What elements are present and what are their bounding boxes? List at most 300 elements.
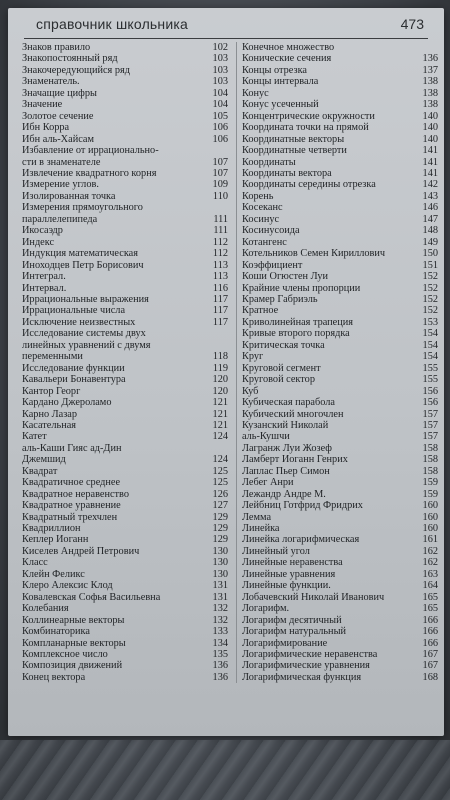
- index-entry: [242, 443, 438, 454]
- index-entry: [242, 569, 438, 580]
- index-page-ref: 140: [422, 133, 438, 145]
- index-entry: [242, 397, 438, 408]
- index-entry: [22, 260, 228, 271]
- index-term: Изолированная точка: [22, 190, 116, 202]
- index-term: Интеграл.: [22, 271, 66, 283]
- index-term: Знаков правило: [22, 42, 91, 53]
- index-page-ref: 107: [212, 156, 228, 168]
- index-page-ref: 147: [422, 213, 438, 225]
- index-entry: [242, 660, 438, 671]
- index-page-ref: 129: [212, 511, 228, 523]
- index-term: Круговой сектор: [242, 374, 315, 386]
- index-term: Колебания: [22, 603, 69, 615]
- index-page-ref: 150: [422, 248, 438, 260]
- index-entry: [242, 534, 438, 545]
- index-term: Коллинеарные векторы: [22, 614, 125, 626]
- index-entry: [22, 328, 228, 339]
- index-term: Измерения прямоугольного: [22, 202, 143, 214]
- index-entry: [22, 134, 228, 145]
- index-term: Косеканс: [242, 202, 283, 214]
- index-entry: [242, 202, 438, 213]
- index-entry: [242, 374, 438, 385]
- index-term: Композиция движений: [22, 660, 123, 672]
- index-page-ref: 141: [422, 156, 438, 168]
- index-page-ref: 152: [422, 305, 438, 317]
- index-term: Ибн Корра: [22, 122, 70, 134]
- index-entry: [242, 546, 438, 557]
- index-page-ref: 104: [212, 99, 228, 111]
- index-term: Координатные четверти: [242, 145, 347, 157]
- index-page-ref: 167: [422, 660, 438, 672]
- index-entry: [22, 592, 228, 603]
- index-term: Кубический многочлен: [242, 408, 344, 420]
- index-page-ref: 166: [422, 626, 438, 638]
- index-term: Кантор Георг: [22, 385, 81, 397]
- index-page-ref: 113: [212, 259, 228, 271]
- index-page-ref: 149: [422, 236, 438, 248]
- index-page-ref: 120: [212, 374, 228, 386]
- index-page-ref: 158: [422, 442, 438, 454]
- index-page-ref: 136: [212, 671, 228, 683]
- index-entry: [22, 340, 228, 351]
- index-page-ref: 161: [422, 534, 438, 546]
- index-term: Индекс: [22, 236, 55, 248]
- index-term: Касательная: [22, 419, 77, 431]
- index-page-ref: 121: [212, 408, 228, 420]
- index-page-ref: 155: [422, 362, 438, 374]
- index-entry: [22, 477, 228, 488]
- index-term: Комбинаторика: [22, 626, 90, 638]
- index-entry: [242, 557, 438, 568]
- index-page-ref: 157: [422, 419, 438, 431]
- index-term: Знакопостоянный ряд: [22, 53, 118, 65]
- index-page-ref: 142: [422, 179, 438, 191]
- index-entry: [242, 672, 438, 683]
- index-page-ref: 156: [422, 397, 438, 409]
- index-page-ref: 103: [212, 76, 228, 88]
- index-term: Конус: [242, 87, 269, 99]
- index-entry: [22, 649, 228, 660]
- index-page-ref: 154: [422, 339, 438, 351]
- index-entry: [22, 557, 228, 568]
- index-term: Лебег Анри: [242, 477, 294, 489]
- index-entry: [22, 615, 228, 626]
- index-page-ref: 158: [422, 465, 438, 477]
- index-entry: [242, 179, 438, 190]
- index-term: Концы отрезка: [242, 64, 307, 76]
- index-page-ref: 166: [422, 637, 438, 649]
- index-page-ref: 138: [422, 87, 438, 99]
- index-term: Иррациональные числа: [22, 305, 126, 317]
- index-page-ref: 111: [213, 225, 228, 237]
- index-entry: [242, 65, 438, 76]
- index-entry: [242, 168, 438, 179]
- index-term: Линейный угол: [242, 545, 310, 557]
- index-term: Знаменатель.: [22, 76, 80, 88]
- index-page-ref: 157: [422, 408, 438, 420]
- index-term: Квадратный трехчлен: [22, 511, 118, 523]
- index-page-ref: 140: [422, 122, 438, 134]
- index-entry: [22, 111, 228, 122]
- index-term: Линейные уравнения: [242, 568, 336, 580]
- index-entry: [242, 363, 438, 374]
- index-term: Кубическая парабола: [242, 397, 335, 409]
- index-page-ref: 102: [212, 42, 228, 53]
- index-entry: [22, 248, 228, 259]
- index-term: Логарифм.: [242, 603, 290, 615]
- index-page-ref: 121: [212, 397, 228, 409]
- index-term: Квадратичное среднее: [22, 477, 121, 489]
- index-entry: [242, 466, 438, 477]
- index-entry: [242, 592, 438, 603]
- index-term: Логарифмические уравнения: [242, 660, 370, 672]
- index-page-ref: 141: [422, 145, 438, 157]
- index-page-ref: 164: [422, 580, 438, 592]
- index-page-ref: 152: [422, 293, 438, 305]
- index-entry: [242, 42, 438, 53]
- index-entry: [242, 638, 438, 649]
- index-column-left: [22, 42, 228, 683]
- index-entry: [22, 237, 228, 248]
- index-entry: [22, 202, 228, 213]
- index-page-ref: 105: [212, 110, 228, 122]
- index-entry: [242, 157, 438, 168]
- index-page-ref: 119: [212, 362, 228, 374]
- index-entry: [242, 237, 438, 248]
- index-page-ref: 152: [422, 282, 438, 294]
- index-page-ref: 124: [212, 431, 228, 443]
- index-term: Конец вектора: [22, 671, 86, 683]
- index-page-ref: 136: [422, 53, 438, 65]
- index-page-ref: 117: [212, 305, 228, 317]
- index-page-ref: 109: [212, 179, 228, 191]
- index-entry: [22, 168, 228, 179]
- index-term: Киселев Андрей Петрович: [22, 545, 140, 557]
- index-term: Икосаэдр: [22, 225, 63, 237]
- index-page-ref: 104: [212, 87, 228, 99]
- index-entry: [22, 53, 228, 64]
- index-term: Карно Лазар: [22, 408, 78, 420]
- index-entry: [22, 42, 228, 53]
- index-entry: [22, 191, 228, 202]
- index-term: Логарифм десятичный: [242, 614, 342, 626]
- index-page-ref: 132: [212, 614, 228, 626]
- index-entry: [22, 603, 228, 614]
- index-entry: [242, 260, 438, 271]
- index-page-ref: 125: [212, 477, 228, 489]
- index-page-ref: 110: [212, 190, 228, 202]
- index-entry: [242, 580, 438, 591]
- index-entry: [242, 305, 438, 316]
- index-term: Концы интервала: [242, 76, 319, 88]
- index-entry: [242, 431, 438, 442]
- index-term: Комплексное число: [22, 649, 108, 661]
- index-entry: [22, 283, 228, 294]
- index-term: Лаплас Пьер Симон: [242, 465, 330, 477]
- index-term: Квадриллион: [22, 523, 81, 535]
- index-entry: [242, 477, 438, 488]
- index-term: Круг: [242, 351, 264, 363]
- index-entry: [242, 122, 438, 133]
- index-term: Клейн Феликс: [22, 568, 85, 580]
- index-term: Исследование функции: [22, 362, 125, 374]
- index-page-ref: 127: [212, 500, 228, 512]
- index-entry: [22, 397, 228, 408]
- index-entry: [22, 500, 228, 511]
- index-term: Коши Огюстен Луи: [242, 271, 328, 283]
- index-term: Исследование системы двух: [22, 328, 146, 340]
- index-term: Косинусоида: [242, 225, 300, 237]
- index-term: Измерение углов.: [22, 179, 99, 191]
- index-term: Исключение неизвестных: [22, 316, 136, 328]
- index-term: Координаты: [242, 156, 296, 168]
- index-term: Крамер Габриэль: [242, 293, 318, 305]
- index-entry: [22, 466, 228, 477]
- index-page-ref: 118: [212, 351, 228, 363]
- index-page-ref: 138: [422, 99, 438, 111]
- index-entry: [242, 340, 438, 351]
- index-column-right: [242, 42, 438, 683]
- index-page-ref: 159: [422, 477, 438, 489]
- index-term: Джемшид: [22, 454, 66, 466]
- index-term: Избавление от иррационально-: [22, 145, 159, 157]
- index-entry: [242, 328, 438, 339]
- index-entry: [22, 443, 228, 454]
- index-entry: [242, 191, 438, 202]
- index-term: параллелепипеда: [22, 213, 98, 225]
- index-term: Крайние члены пропорции: [242, 282, 361, 294]
- index-entry: [22, 638, 228, 649]
- index-page-ref: 157: [422, 431, 438, 443]
- index-page-ref: 136: [212, 660, 228, 672]
- index-term: Корень: [242, 190, 274, 202]
- index-entry: [242, 145, 438, 156]
- index-term: Иноходцев Петр Борисович: [22, 259, 144, 271]
- index-term: Ибн аль-Хайсам: [22, 133, 94, 145]
- index-entry: [22, 660, 228, 671]
- index-page-ref: 151: [422, 259, 438, 271]
- index-entry: [22, 523, 228, 534]
- index-term: Криволинейная трапеция: [242, 316, 354, 328]
- index-page-ref: 140: [422, 110, 438, 122]
- index-page-ref: 156: [422, 385, 438, 397]
- index-page-ref: 163: [422, 568, 438, 580]
- index-entry: [22, 351, 228, 362]
- index-entry: [242, 500, 438, 511]
- index-page-ref: 125: [212, 465, 228, 477]
- index-term: Извлечение квадратного корня: [22, 167, 157, 179]
- index-term: Кузанский Николай: [242, 419, 329, 431]
- index-page-ref: 154: [422, 351, 438, 363]
- index-page-ref: 111: [213, 213, 228, 225]
- index-term: Линейные неравенства: [242, 557, 343, 569]
- index-term: Кривые второго порядка: [242, 328, 350, 340]
- index-page-ref: 141: [422, 167, 438, 179]
- index-entry: [242, 409, 438, 420]
- index-term: Ламберт Иоганн Генрих: [242, 454, 348, 466]
- index-term: Лагранж Луи Жозеф: [242, 442, 332, 454]
- index-page-ref: 137: [422, 64, 438, 76]
- index-page-ref: 129: [212, 523, 228, 535]
- index-entry: [242, 615, 438, 626]
- index-page-ref: 154: [422, 328, 438, 340]
- index-term: Координаты вектора: [242, 167, 332, 179]
- index-entry: [242, 523, 438, 534]
- index-term: Иррациональные выражения: [22, 293, 149, 305]
- index-term: Координата точки на прямой: [242, 122, 369, 134]
- index-entry: [22, 294, 228, 305]
- index-entry: [22, 489, 228, 500]
- index-entry: [22, 454, 228, 465]
- index-term: Кавальери Бонавентура: [22, 374, 126, 386]
- index-entry: [242, 351, 438, 362]
- index-term: Котельников Семен Кириллович: [242, 248, 386, 260]
- index-entry: [22, 363, 228, 374]
- index-page-ref: 146: [422, 202, 438, 214]
- index-term: Лежандр Андре М.: [242, 488, 326, 500]
- index-entry: [242, 603, 438, 614]
- index-entry: [22, 386, 228, 397]
- index-page-ref: 130: [212, 568, 228, 580]
- index-entry: [242, 248, 438, 259]
- index-page-ref: 103: [212, 64, 228, 76]
- index-page-ref: 131: [212, 580, 228, 592]
- index-entry: [22, 569, 228, 580]
- index-term: Координатные векторы: [242, 133, 345, 145]
- index-page-ref: 120: [212, 385, 228, 397]
- index-term: Лемма: [242, 511, 272, 523]
- index-term: Круговой сегмент: [242, 362, 321, 374]
- index-entry: [22, 546, 228, 557]
- index-entry: [22, 534, 228, 545]
- index-entry: [22, 157, 228, 168]
- index-term: Линейные функции.: [242, 580, 331, 592]
- index-entry: [242, 283, 438, 294]
- fabric-background: [0, 740, 450, 800]
- index-term: Лейбниц Готфрид Фридрих: [242, 500, 363, 512]
- index-term: Индукция математическая: [22, 248, 138, 260]
- index-term: Кеплер Иоганн: [22, 534, 89, 546]
- index-page-ref: 152: [422, 271, 438, 283]
- index-entry: [242, 53, 438, 64]
- index-term: Клеро Алексис Клод: [22, 580, 113, 592]
- index-entry: [22, 145, 228, 156]
- index-term: Логарифмические неравенства: [242, 649, 378, 661]
- index-page-ref: 103: [212, 53, 228, 65]
- index-page-ref: 168: [422, 671, 438, 683]
- index-term: Координаты середины отрезка: [242, 179, 376, 191]
- index-entry: [22, 122, 228, 133]
- page-header: [24, 16, 428, 39]
- index-page-ref: 117: [212, 316, 228, 328]
- index-page-ref: 106: [212, 122, 228, 134]
- index-entry: [242, 626, 438, 637]
- index-term: Катет: [22, 431, 47, 443]
- index-term: переменными: [22, 351, 83, 363]
- index-page-ref: 117: [212, 293, 228, 305]
- index-entry: [22, 317, 228, 328]
- index-page-ref: 160: [422, 523, 438, 535]
- index-page-ref: 130: [212, 545, 228, 557]
- index-page-ref: 113: [212, 271, 228, 283]
- index-page-ref: 134: [212, 637, 228, 649]
- index-entry: [242, 512, 438, 523]
- index-page-ref: 162: [422, 545, 438, 557]
- index-term: Котангенс: [242, 236, 287, 248]
- book-page: [8, 8, 444, 736]
- index-page-ref: 112: [212, 248, 228, 260]
- index-entry: [22, 374, 228, 385]
- index-page-ref: 132: [212, 603, 228, 615]
- index-entry: [242, 134, 438, 145]
- index-term: Логарифм натуральный: [242, 626, 346, 638]
- index-page-ref: 162: [422, 557, 438, 569]
- column-divider: [236, 42, 237, 683]
- index-entry: [242, 111, 438, 122]
- index-term: Куб: [242, 385, 259, 397]
- index-term: Значащие цифры: [22, 87, 97, 99]
- index-entry: [22, 672, 228, 683]
- index-page-ref: 160: [422, 511, 438, 523]
- index-term: Золотое сечение: [22, 110, 94, 122]
- index-page-ref: 135: [212, 649, 228, 661]
- index-entry: [22, 88, 228, 99]
- running-head: справочник школьника: [36, 16, 188, 32]
- index-term: Интервал.: [22, 282, 67, 294]
- index-page-ref: 126: [212, 488, 228, 500]
- index-entry: [22, 305, 228, 316]
- index-page-ref: 112: [212, 236, 228, 248]
- index-entry: [242, 271, 438, 282]
- index-term: Квадратное уравнение: [22, 500, 121, 512]
- index-page-ref: 107: [212, 167, 228, 179]
- index-page-ref: 143: [422, 190, 438, 202]
- index-entry: [22, 225, 228, 236]
- index-term: Концентрические окружности: [242, 110, 375, 122]
- index-term: Косинус: [242, 213, 280, 225]
- index-entry: [242, 99, 438, 110]
- index-page-ref: 166: [422, 614, 438, 626]
- index-page-ref: 121: [212, 419, 228, 431]
- index-term: Кардано Джероламо: [22, 397, 112, 409]
- index-entry: [22, 420, 228, 431]
- index-entry: [22, 65, 228, 76]
- index-page-ref: 155: [422, 374, 438, 386]
- index-entry: [22, 99, 228, 110]
- index-term: Линейка логарифмическая: [242, 534, 360, 546]
- index-entry: [242, 88, 438, 99]
- index-term: Ковалевская Софья Васильевна: [22, 591, 161, 603]
- index-page-ref: 124: [212, 454, 228, 466]
- index-page-ref: 106: [212, 133, 228, 145]
- index-entry: [242, 420, 438, 431]
- index-page-ref: 130: [212, 557, 228, 569]
- index-entry: [242, 214, 438, 225]
- index-page-ref: 148: [422, 225, 438, 237]
- index-entry: [242, 294, 438, 305]
- index-entry: [22, 214, 228, 225]
- index-entry: [242, 649, 438, 660]
- index-entry: [22, 626, 228, 637]
- index-term: Логарифмирование: [242, 637, 328, 649]
- index-entry: [242, 76, 438, 87]
- index-term: Конус усеченный: [242, 99, 319, 111]
- index-term: Лобачевский Николай Иванович: [242, 591, 385, 603]
- index-term: сти в знаменателе: [22, 156, 101, 168]
- index-entry: [242, 386, 438, 397]
- index-page-ref: 116: [212, 282, 228, 294]
- index-page-ref: 159: [422, 488, 438, 500]
